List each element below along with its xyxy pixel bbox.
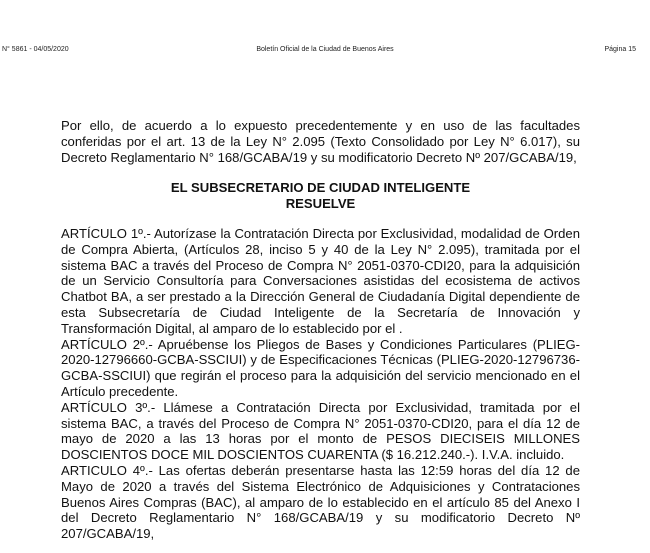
page-number: Página 15: [604, 46, 636, 53]
heading-resuelve: RESUELVE: [285, 196, 356, 212]
article-3: ARTÍCULO 3º.- Llámese a Contratación Directa por Exclusividad, tramitada por el sistema BAC, a través del Proceso de Compra N° 2051-0370-CDI20, para el día 12 de mayo de 2020 a las 13 horas por el monto de PESOS DIECISEIS MILLONES DOSCIENTOS DOCE MIL DOSCIENTOS CUARENTA ($ 16.212.240.-). I.V.A. incluido.: [61, 399, 580, 463]
heading-authority: EL SUBSECRETARIO DE CIUDAD INTELIGENTE: [170, 180, 471, 196]
intro-paragraph: Por ello, de acuerdo a lo expuesto precedentemente y en uso de las facultades conferidas por el art. 13 de la Ley N° 2.095 (Texto Consolidado por Ley N° 6.017), su Decreto Reglamentario N° 168/GCABA/19 y su modificatorio Decreto Nº 207/GCABA/19,: [61, 118, 580, 165]
page-header: [0, 44, 650, 56]
document-body: [61, 118, 580, 542]
article-1: ARTÍCULO 1º.- Autorízase la Contratación Directa por Exclusividad, modalidad de Orden de Compra Abierta, (Artículos 28, inciso 5 y 40 de la Ley N° 2.095), tramitada por el sistema BAC a través del Proceso de Compra N° 2051-0370-CDI20, para la adquisición de un Servicio Consultoría para Conversaciones asistidas del ecosistema de activos Chatbot BA, a ser prestado a la Dirección General de Ciudadanía Digital dependiente de esta Subsecretaría de Ciudad Inteligente de la Secretaría de Innovación y Transformación Digital, al amparo de lo establecido por el .: [61, 225, 580, 336]
resolution-heading: [61, 180, 580, 212]
bulletin-title: Boletín Oficial de la Ciudad de Buenos Aires: [256, 46, 394, 53]
article-2: ARTÍCULO 2º.- Apruébense los Pliegos de Bases y Condiciones Particulares (PLIEG-2020-12796660-GCBA-SSCIUI) y de Especificaciones Técnicas (PLIEG-2020-12796736-GCBA-SSCIUI) que regirán el proceso para la adquisición del servicio mencionado en el Artículo precedente.: [61, 336, 580, 399]
article-4: ARTICULO 4º.- Las ofertas deberán presentarse hasta las 12:59 horas del día 12 de Mayo de 2020 a través del Sistema Electrónico de Adquisiciones y Contrataciones Buenos Aires Compras (BAC), al amparo de lo establecido en el artículo 85 del Anexo I del Decreto Reglamentario N° 168/GCABA/19 y su modificatorio Decreto Nº 207/GCABA/19,: [61, 462, 580, 542]
bulletin-number-date: N° 5861 - 04/05/2020: [2, 46, 69, 53]
